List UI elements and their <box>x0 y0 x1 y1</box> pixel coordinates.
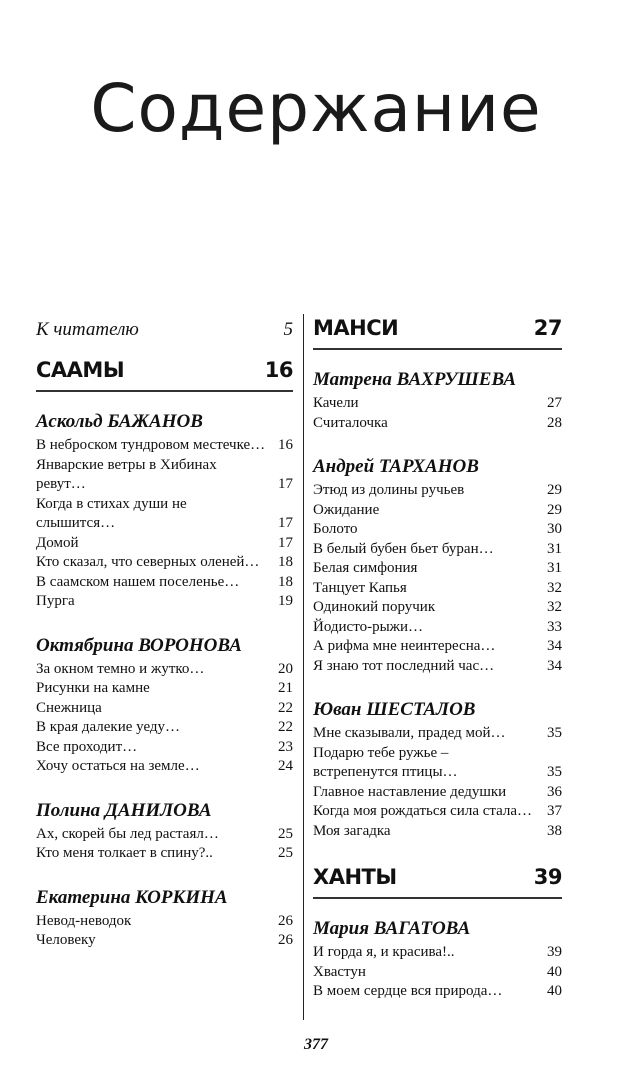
author-group <box>36 410 293 612</box>
toc-entry[interactable] <box>313 657 562 677</box>
section-page: 16 <box>264 358 293 382</box>
toc-entry[interactable] <box>313 783 562 803</box>
entry-page: 39 <box>547 944 562 960</box>
entry-page: 36 <box>547 783 562 800</box>
author-group <box>313 455 562 676</box>
toc-entry[interactable] <box>313 982 562 1002</box>
left-sections <box>36 356 293 951</box>
entry-title: Этюд из долины ручьев <box>313 482 465 498</box>
author-group <box>36 799 293 864</box>
page-number: 377 <box>304 1036 328 1053</box>
entry-title: Качели <box>313 395 359 411</box>
toc-entry[interactable] <box>313 598 562 618</box>
entry-title: Подарю тебе ружье – встрепенутся птицы… <box>313 744 458 780</box>
author-name: Андрей ТАРХАНОВ <box>313 456 479 477</box>
entry-page: 17 <box>278 534 293 551</box>
toc-entry[interactable] <box>36 592 293 612</box>
entry-title: Считалочка <box>313 414 388 431</box>
author-group <box>313 917 562 1002</box>
entry-title: Рисунки на камне <box>36 680 150 696</box>
entry-page: 17 <box>278 515 293 531</box>
toc-entry[interactable] <box>36 757 293 777</box>
entry-title: Снежница <box>36 699 102 716</box>
toc-section <box>36 356 293 951</box>
entry-page: 34 <box>547 657 562 674</box>
entry-title: Хвастун <box>313 963 366 980</box>
section-title: МАНСИ <box>313 316 399 340</box>
entry-page: 35 <box>547 725 562 741</box>
toc-entry[interactable] <box>36 699 293 719</box>
entry-page: 25 <box>278 825 293 842</box>
entry-page: 29 <box>547 501 562 518</box>
entry-title: Домой <box>36 534 79 551</box>
toc-entry[interactable] <box>36 844 293 864</box>
entry-page: 27 <box>547 395 562 411</box>
section-page: 39 <box>533 865 562 889</box>
entry-title: Йодисто-рыжи… <box>313 618 424 635</box>
entry-page: 28 <box>547 414 562 431</box>
toc-entry[interactable] <box>36 534 293 554</box>
entry-page: 22 <box>278 699 293 716</box>
entry-title: Невод-неводок <box>36 912 132 929</box>
entry-page: 19 <box>278 593 293 609</box>
intro-page: 5 <box>283 319 293 340</box>
entry-title: Одинокий поручик <box>313 599 436 615</box>
toc-entry-intro[interactable] <box>36 318 293 342</box>
author-name: Мария ВАГАТОВА <box>313 918 471 939</box>
entry-title: Танцует Капья <box>313 579 407 596</box>
author-group <box>36 634 293 777</box>
entry-title: Ах, скорей бы лед растаял… <box>36 825 219 842</box>
entry-page: 20 <box>278 660 293 677</box>
toc-entry[interactable] <box>36 825 293 845</box>
entry-page: 26 <box>278 932 293 948</box>
entry-title: В моем сердце вся природа… <box>313 983 503 999</box>
toc-entry[interactable] <box>36 718 293 738</box>
section-heading[interactable] <box>313 863 562 899</box>
entry-title: В белый бубен бьет буран… <box>313 540 494 557</box>
toc-entry[interactable] <box>36 679 293 699</box>
entry-page: 16 <box>278 437 293 453</box>
section-heading[interactable] <box>313 314 562 350</box>
entry-title: Болото <box>313 521 358 537</box>
entry-page: 40 <box>547 963 562 980</box>
entry-page: 31 <box>547 560 562 576</box>
entry-title: Ожидание <box>313 501 380 518</box>
entry-title: Человеку <box>36 932 96 948</box>
toc-entry[interactable] <box>313 618 562 638</box>
author-group <box>36 886 293 951</box>
toc-entry[interactable] <box>313 540 562 560</box>
entry-title: Январские ветры в Хибинах ревут… <box>36 456 217 492</box>
section-title: СААМЫ <box>36 358 125 382</box>
intro-title: К читателю <box>36 319 139 340</box>
entry-title: Белая симфония <box>313 560 418 576</box>
entry-title: А рифма мне неинтересна… <box>313 638 496 654</box>
entry-page: 30 <box>547 521 562 537</box>
toc-entry[interactable] <box>313 394 562 414</box>
entry-page: 18 <box>278 554 293 570</box>
toc-left-column <box>36 314 293 951</box>
entry-title: И горда я, и красива!.. <box>313 944 455 960</box>
toc-entry[interactable] <box>36 495 293 534</box>
entry-page: 22 <box>278 719 293 735</box>
toc-entry[interactable] <box>313 481 562 501</box>
entry-title: Хочу остаться на земле… <box>36 758 200 774</box>
entry-title: В неброском тундровом местечке… <box>36 437 266 453</box>
entry-page: 32 <box>547 579 562 596</box>
entry-page: 25 <box>278 845 293 861</box>
entry-title: Все проходит… <box>36 738 138 755</box>
toc-entry[interactable] <box>313 501 562 521</box>
entry-title: В края далекие уеду… <box>36 719 181 735</box>
toc-entry[interactable] <box>313 414 562 434</box>
toc-entry[interactable] <box>36 436 293 456</box>
author-name: Матрена ВАХРУШЕВА <box>313 369 517 390</box>
author-name: Полина ДАНИЛОВА <box>36 799 212 821</box>
toc-section <box>313 314 562 841</box>
entry-page: 26 <box>278 912 293 929</box>
author-group <box>313 368 562 433</box>
author-group <box>313 698 562 841</box>
toc-entry[interactable] <box>313 943 562 963</box>
entry-title: В саамском нашем поселенье… <box>36 573 240 590</box>
entry-page: 35 <box>547 764 562 780</box>
toc-entry[interactable] <box>313 579 562 599</box>
entry-page: 40 <box>547 983 562 999</box>
section-heading[interactable] <box>36 356 293 392</box>
toc-entry[interactable] <box>36 912 293 932</box>
toc-entry[interactable] <box>313 744 562 783</box>
author-name: Аскольд БАЖАНОВ <box>36 411 203 432</box>
author-name: Екатерина КОРКИНА <box>36 886 228 908</box>
toc-entry[interactable] <box>36 573 293 593</box>
toc-section <box>313 863 562 1002</box>
author-name: Юван ШЕСТАЛОВ <box>313 699 476 720</box>
toc-entry[interactable] <box>36 660 293 680</box>
toc-right-column <box>313 314 562 1002</box>
toc-entry[interactable] <box>313 724 562 744</box>
toc-entry[interactable] <box>313 802 562 822</box>
entry-page: 34 <box>547 638 562 654</box>
entry-page: 24 <box>278 758 293 774</box>
entry-title: Кто сказал, что северных оленей… <box>36 554 260 570</box>
entry-page: 37 <box>547 803 562 819</box>
entry-page: 32 <box>547 599 562 615</box>
toc-entry[interactable] <box>36 456 293 495</box>
entry-title: Я знаю тот последний час… <box>313 657 495 674</box>
author-name: Октябрина ВОРОНОВА <box>36 634 242 656</box>
toc-entry[interactable] <box>313 520 562 540</box>
entry-title: Когда в стихах души не слышится… <box>36 495 187 531</box>
entry-title: Главное наставление дедушки <box>313 783 507 800</box>
toc-entry[interactable] <box>36 738 293 758</box>
entry-title: За окном темно и жутко… <box>36 660 205 677</box>
entry-page: 31 <box>547 540 562 557</box>
entry-page: 23 <box>278 738 293 755</box>
entry-title: Пурга <box>36 593 75 609</box>
right-sections <box>313 314 562 1002</box>
toc-entry[interactable] <box>36 931 293 951</box>
entry-title: Моя загадка <box>313 822 391 839</box>
entry-page: 18 <box>278 573 293 590</box>
entry-page: 17 <box>278 476 293 492</box>
column-divider <box>303 314 304 1020</box>
toc-entry[interactable] <box>313 637 562 657</box>
entry-title: Мне сказывали, прадед мой… <box>313 725 506 741</box>
page-title: Содержание <box>90 70 542 148</box>
entry-page: 38 <box>547 822 562 839</box>
section-page: 27 <box>533 316 562 340</box>
toc-entry[interactable] <box>313 559 562 579</box>
entry-title: Когда моя рождаться сила стала… <box>313 803 533 819</box>
entry-page: 21 <box>278 680 293 696</box>
toc-entry[interactable] <box>313 822 562 842</box>
entry-title: Кто меня толкает в спину?.. <box>36 845 213 861</box>
toc-entry[interactable] <box>36 553 293 573</box>
entry-page: 29 <box>547 482 562 498</box>
section-title: ХАНТЫ <box>313 865 397 889</box>
entry-page: 33 <box>547 618 562 635</box>
toc-entry[interactable] <box>313 963 562 983</box>
